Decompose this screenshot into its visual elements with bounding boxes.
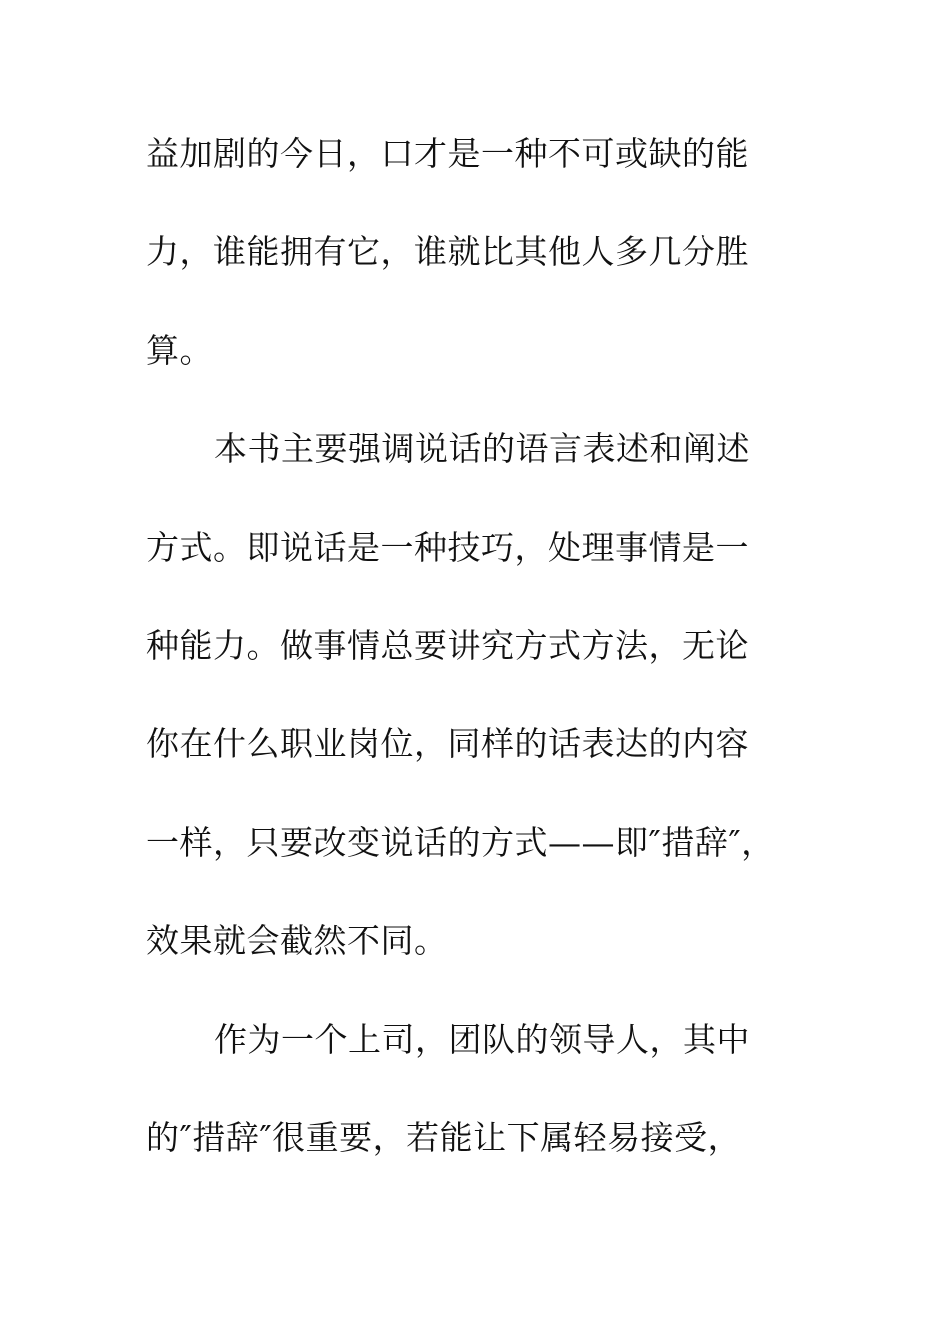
body-text: [146, 126, 806, 1208]
text-line: 益加剧的今日，口才是一种不可或缺的能: [146, 134, 749, 173]
text-line: 的″措辞″很重要，若能让下属轻易接受，: [146, 1117, 742, 1157]
paragraph-start-line: 本书主要强调说话的语言表述和阐述: [214, 429, 750, 469]
text-line: 力，谁能拥有它，谁就比其他人多几分胜: [146, 232, 749, 272]
text-line: 效果就会截然不同。: [146, 921, 448, 961]
text-line: 你在什么职业岗位，同样的话表达的内容: [146, 724, 749, 764]
paragraph-start-line: 作为一个上司，团队的领导人，其中: [214, 1019, 750, 1059]
text-line: 算。: [146, 330, 213, 370]
text-line: 方式。即说话是一种技巧，处理事情是一: [146, 527, 749, 567]
text-line: 一样，只要改变说话的方式——即″措辞″，: [146, 822, 775, 862]
text-line: 种能力。做事情总要讲究方式方法，无论: [146, 625, 749, 665]
